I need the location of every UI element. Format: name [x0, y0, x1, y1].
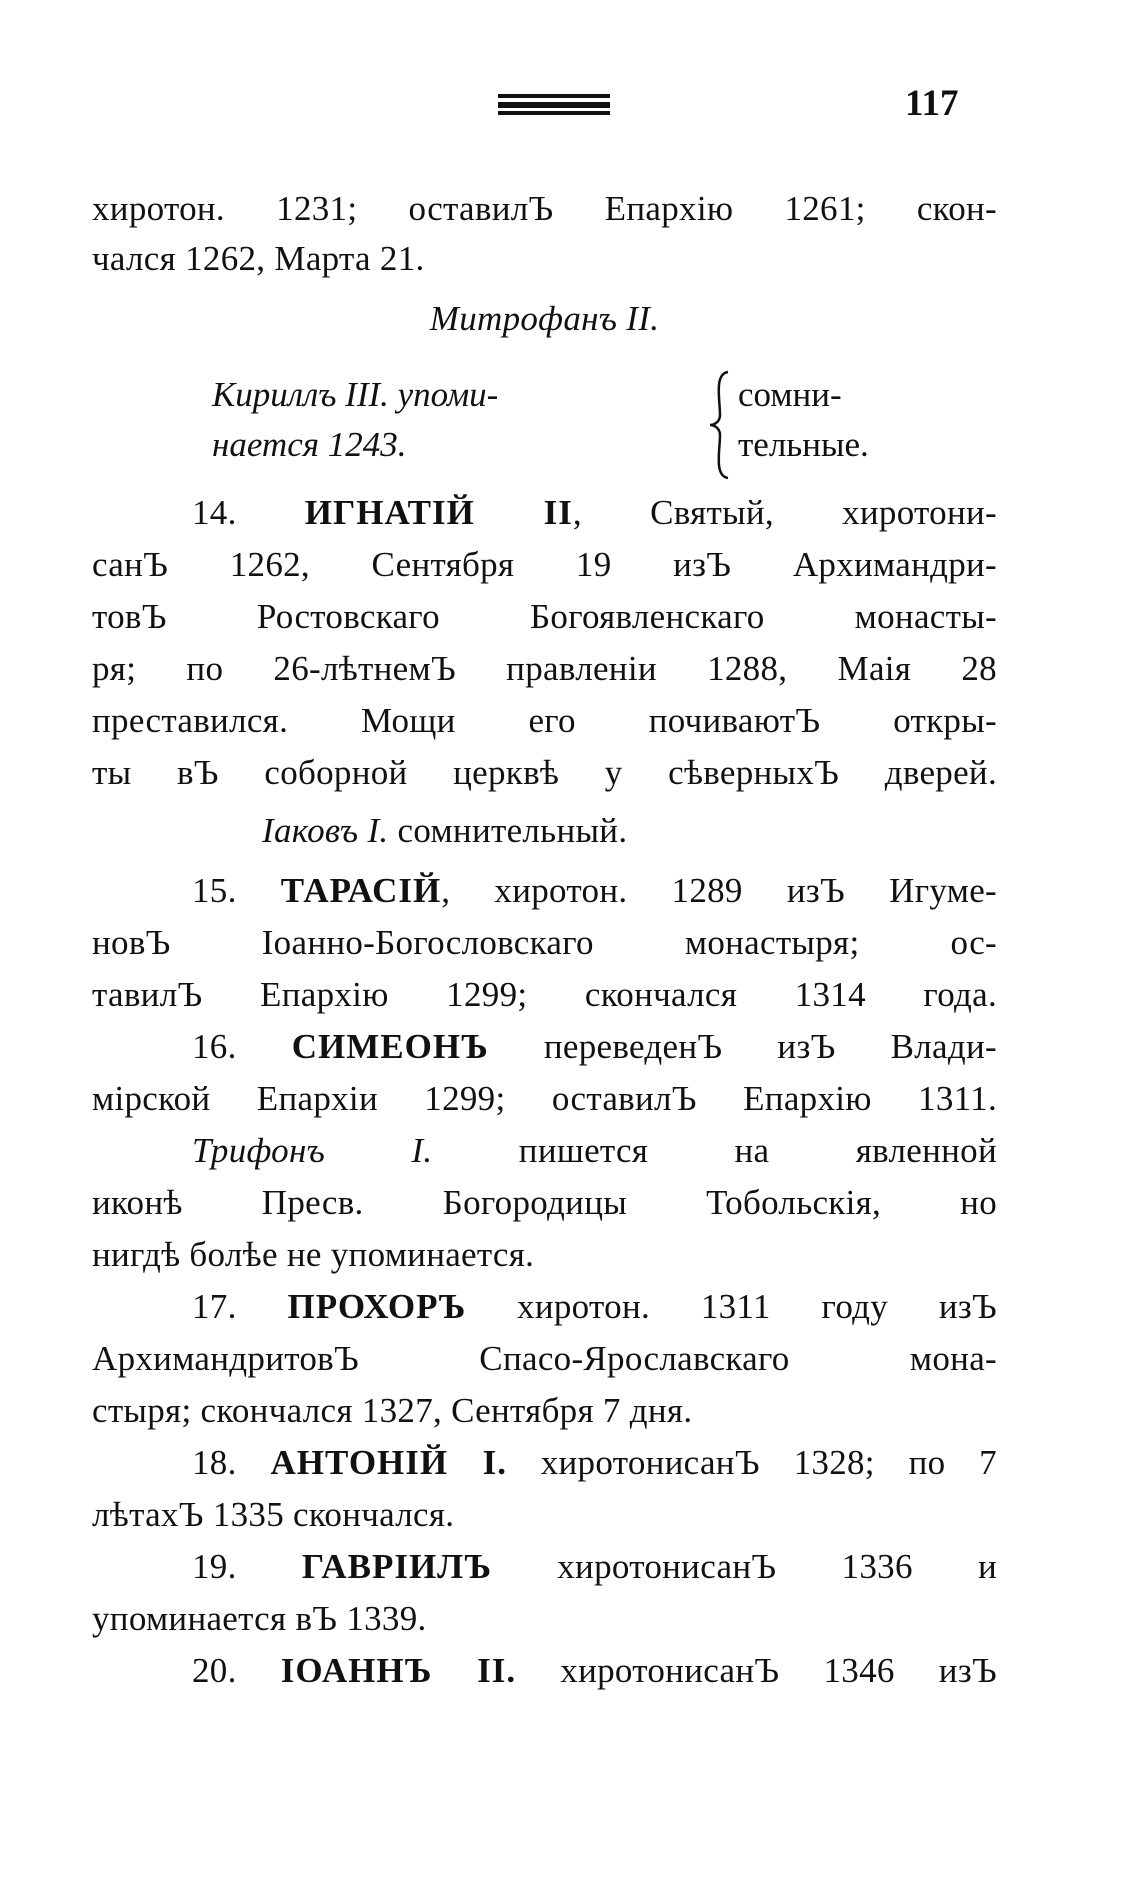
- text-line: нается 1243.: [212, 425, 407, 464]
- bishop-entry-kirill: [212, 370, 498, 470]
- page-number: 117: [905, 83, 959, 124]
- bishop-entry-trifon: [92, 1126, 997, 1176]
- text-line: товЪ Ростовскаго Богоявленскаго монасты-: [92, 597, 997, 636]
- bishop-entry-antoniy: [92, 1438, 997, 1488]
- text-line: АрхимандритовЪ Спасо-Ярославскаго мона-: [92, 1339, 997, 1378]
- bishop-name: СИМЕОНЪ: [291, 1027, 489, 1066]
- text-line: иконѣ Пресв. Богородицы Тобольскія, но: [92, 1183, 997, 1222]
- curly-brace-icon: [706, 370, 736, 480]
- doubtful-note: [738, 370, 869, 470]
- bishop-entry-simeon: [92, 1022, 997, 1072]
- entry-number: 17.: [192, 1287, 237, 1326]
- text-line: преставился. Мощи его почиваютЪ откры-: [92, 701, 997, 740]
- text-line: нигдѣ болѣе не упоминается.: [92, 1235, 535, 1274]
- text-line: ря; по 26-лѣтнемЪ правленіи 1288, Маія 28: [92, 649, 997, 688]
- bishop-heading-iakov: [92, 806, 997, 856]
- entry-number: 19.: [192, 1547, 237, 1586]
- text-segment: хиротонисанЪ 1336 и: [492, 1547, 997, 1586]
- text-segment: , Святый, хиротони-: [572, 493, 997, 532]
- text-line: сомни-: [738, 375, 842, 414]
- bishop-name: ІОАННЪ II.: [280, 1651, 517, 1690]
- bishop-name: Іаковъ I.: [262, 811, 389, 850]
- bishop-name: ИГНАТІЙ II: [304, 493, 573, 532]
- text-line: лѣтахЪ 1335 скончался.: [92, 1495, 455, 1534]
- text-line: чался 1262, Марта 21.: [92, 239, 425, 278]
- text-segment: переведенЪ изЪ Влади-: [488, 1027, 997, 1066]
- text-line: ты вЪ соборной церквѣ у сѣверныхЪ дверей.: [92, 753, 997, 792]
- text-segment: пишется на явленной: [432, 1131, 997, 1170]
- bishop-name: ТАРАСІЙ: [280, 871, 442, 910]
- bishop-entry-ioann: [92, 1646, 997, 1696]
- entry-number: 20.: [192, 1651, 237, 1690]
- header-ornament-rule: [498, 94, 610, 116]
- text-line: новЪ Іоанно-Богословскаго монастыря; ос-: [92, 923, 997, 962]
- text-segment: хиротонисанЪ 1328; по 7: [506, 1443, 997, 1482]
- bishop-entry-tarasiy: [92, 866, 997, 916]
- bishop-heading-mitrofan: Митрофанъ II.: [429, 299, 660, 338]
- entry-number: 15.: [192, 871, 237, 910]
- text-line: хиротон. 1231; оставилЪ Епархію 1261; скон-: [92, 189, 997, 228]
- text-segment: сомнительный.: [388, 811, 628, 850]
- bishop-entry-prokhor: [92, 1282, 997, 1332]
- text-line: санЪ 1262, Сентября 19 изЪ Архимандри-: [92, 545, 997, 584]
- text-line: Кириллъ III. упоми-: [212, 375, 499, 414]
- text-line: стыря; скончался 1327, Сентября 7 дня.: [92, 1391, 693, 1430]
- text-line: тельные.: [738, 425, 869, 464]
- bishop-entry-ignatiy: [92, 488, 997, 538]
- text-line: тавилЪ Епархію 1299; скончался 1314 года.: [92, 975, 997, 1014]
- text-segment: хиротонисанЪ 1346 изЪ: [516, 1651, 997, 1690]
- entry-number: 16.: [192, 1027, 237, 1066]
- bishop-name: ГАВРІИЛЪ: [301, 1547, 493, 1586]
- bishop-name: ПРОХОРЪ: [287, 1287, 467, 1326]
- text-line: мірской Епархіи 1299; оставилЪ Епархію 1311.: [92, 1079, 997, 1118]
- bishop-name: АНТОНІЙ I.: [270, 1443, 507, 1482]
- entry-number: 18.: [192, 1443, 237, 1482]
- text-line: упоминается вЪ 1339.: [92, 1599, 427, 1638]
- bishop-entry-gavriil: [92, 1542, 997, 1592]
- bishop-name: Трифонъ I.: [192, 1131, 433, 1170]
- text-segment: , хиротон. 1289 изЪ Игуме-: [441, 871, 997, 910]
- doubtful-bishops-group: [212, 370, 1012, 480]
- entry-number: 14.: [192, 493, 237, 532]
- text-segment: хиротон. 1311 году изЪ: [466, 1287, 997, 1326]
